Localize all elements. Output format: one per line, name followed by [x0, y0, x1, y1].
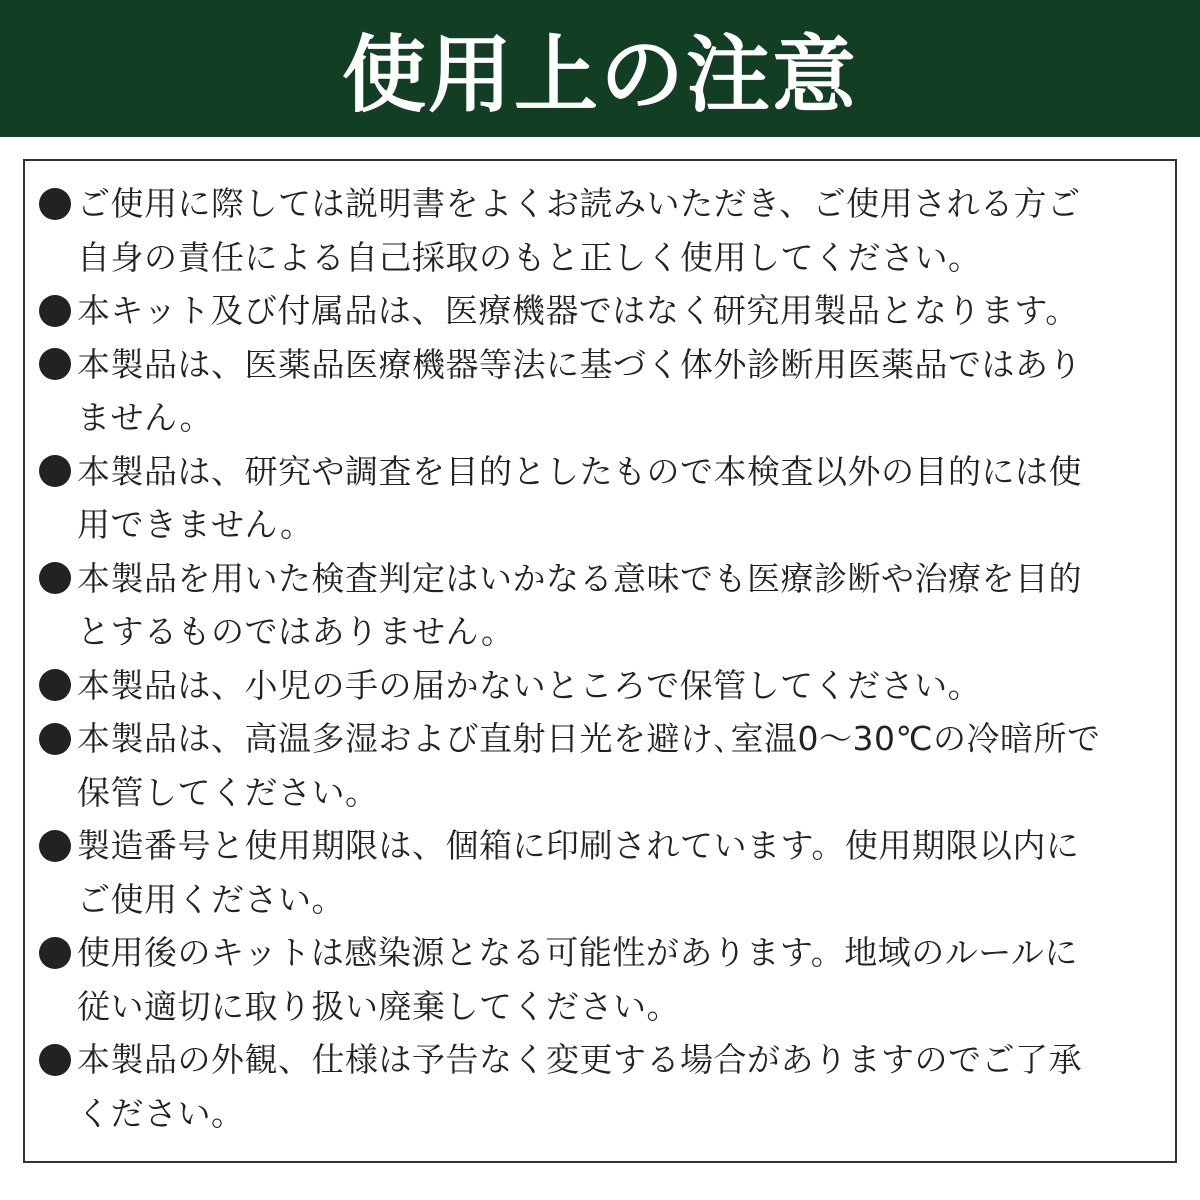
notice-item — [39, 552, 1161, 659]
notice-text: ご使用に際しては説明書をよくお読みいただき、ご使用される方ご 自身の責任による自己採取のもと正しく使用してください。 — [77, 184, 1081, 277]
notice-item — [39, 1033, 1161, 1140]
notice-item — [39, 819, 1161, 926]
notice-text: 製造番号と使用期限は、個箱に印刷されています。使用期限以内に ご使用ください。 — [77, 826, 1080, 919]
notice-text: 使用後のキットは感染源となる可能性があります。地域のルールに 従い適切に取り扱い廃棄してください。 — [77, 933, 1079, 1026]
notice-item — [39, 712, 1161, 819]
notice-text: 本製品の外観、仕様は予告なく変更する場合がありますのでご了承 ください。 — [77, 1040, 1082, 1133]
notice-text: 本キット及び付属品は、医療機器ではなく研究用製品となります。 — [77, 291, 1079, 330]
bullet-icon — [39, 177, 77, 231]
bullet-icon — [39, 712, 77, 766]
notice-item — [39, 338, 1161, 445]
notice-text: 本製品は、研究や調査を目的としたもので本検査以外の目的には使 用できません。 — [77, 451, 1082, 544]
bullet-icon — [39, 659, 77, 713]
notice-item — [39, 445, 1161, 552]
notice-item — [39, 659, 1161, 713]
notice-item — [39, 926, 1161, 1033]
bullet-icon — [39, 926, 77, 980]
bullet-icon — [39, 338, 77, 392]
notice-text: 本製品は、高温多湿および直射日光を避け､室温0〜30℃の冷暗所で 保管してください。 — [77, 719, 1101, 812]
notice-item — [39, 177, 1161, 284]
bullet-icon — [39, 445, 77, 499]
bullet-icon — [39, 819, 77, 873]
bullet-icon — [39, 1033, 77, 1087]
notice-text: 本製品を用いた検査判定はいかなる意味でも医療診断や治療を目的 とするものではありません。 — [77, 558, 1082, 651]
bullet-icon — [39, 552, 77, 606]
notice-text: 本製品は、医薬品医療機器等法に基づく体外診断用医薬品ではあり ません。 — [77, 344, 1082, 437]
page-title: 使用上の注意 — [341, 26, 858, 124]
notice-item — [39, 284, 1161, 338]
bullet-icon — [39, 284, 77, 338]
notice-box — [23, 159, 1177, 1163]
notice-text: 本製品は、小児の手の届かないところで保管してください。 — [77, 665, 982, 705]
header-banner — [0, 0, 1200, 137]
